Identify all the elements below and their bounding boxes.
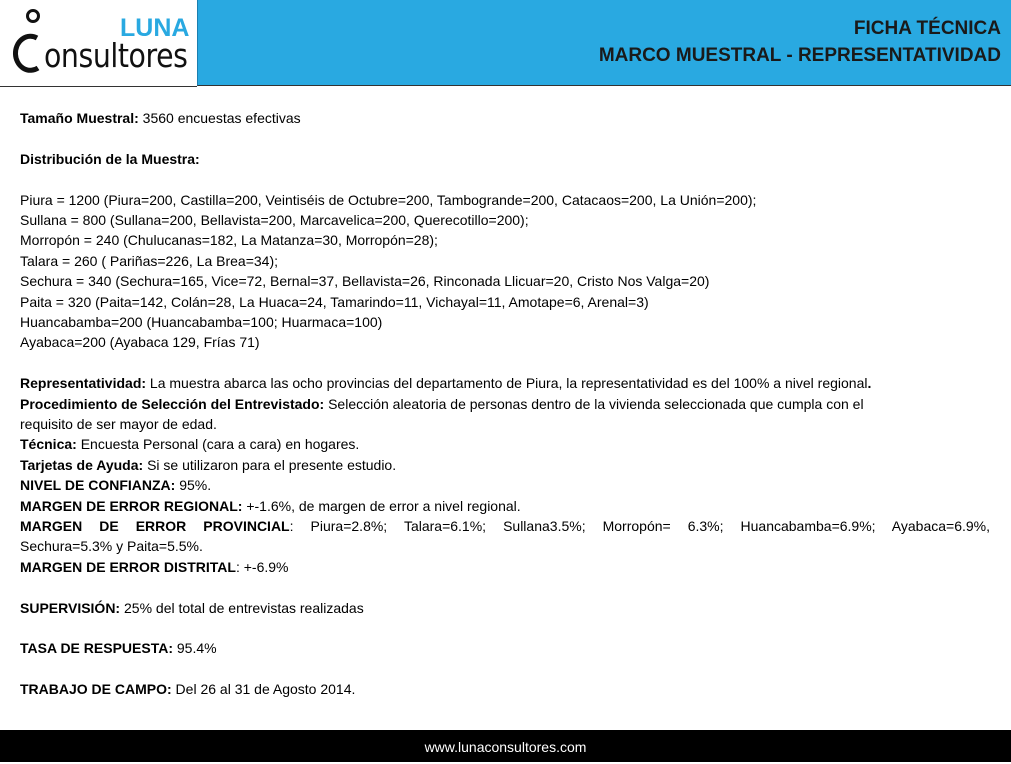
representativity-label: Representatividad: (20, 375, 147, 392)
distribution-line: Huancabamba=200 (Huancabamba=100; Huarmaca=100) (20, 314, 383, 331)
provincial-error-label: MARGEN DE ERROR PROVINCIAL (20, 518, 290, 535)
regional-error-label: MARGEN DE ERROR REGIONAL: (20, 497, 243, 514)
distribution-label: Distribución de la Muestra: (20, 150, 200, 167)
selection-line-cont: requisito de ser mayor de edad. (20, 416, 217, 433)
distribution-line: Paita = 320 (Paita=142, Colán=28, La Huaca=24, Tamarindo=11, Vichayal=11, Amotape=6, Arenal=3) (20, 293, 649, 310)
selection-label: Procedimiento de Selección del Entrevistado: (20, 395, 325, 412)
footer-website-link[interactable]: www.lunaconsultores.com (424, 739, 587, 755)
company-logo (0, 0, 197, 87)
logo-consultores-text: onsultores (44, 36, 188, 75)
distribution-line: Sullana = 800 (Sullana=200, Bellavista=200, Marcavelica=200, Querecotillo=200); (20, 212, 529, 228)
supervision-value: 25% del total de entrevistas realizadas (120, 599, 364, 616)
response-rate-label: TASA DE RESPUESTA: (20, 640, 173, 657)
sample-size-label: Tamaño Muestral: (20, 110, 139, 126)
logo-c-icon (6, 8, 46, 74)
title-banner (197, 0, 1011, 86)
distribution-line: Piura = 1200 (Piura=200, Castilla=200, Veintiséis de Octubre=200, Tambogrande=200, Catacaos=200, La Unión=200); (20, 191, 757, 208)
sample-size-line (20, 108, 990, 128)
representativity-end: . (867, 375, 872, 392)
response-rate-line (20, 638, 990, 658)
distribution-line: Ayabaca=200 (Ayabaca 129, Frías 71) (20, 334, 260, 351)
representativity-line (20, 373, 990, 393)
help-cards-line (20, 455, 990, 475)
response-rate-value: 95.4% (172, 640, 217, 657)
fieldwork-value: Del 26 al 31 de Agosto 2014. (171, 681, 356, 698)
fieldwork-label: TRABAJO DE CAMPO: (20, 681, 172, 698)
confidence-line (20, 475, 990, 495)
footer (0, 730, 1011, 762)
confidence-value: 95%. (175, 477, 212, 494)
representativity-value: La muestra abarca las ocho provincias del departamento de Piura, la representatividad es del 100% a nivel regional (146, 375, 868, 392)
selection-value: Selección aleatoria de personas dentro de la vivienda seleccionada que cumpla con el (324, 395, 864, 412)
sample-size-value: 3560 encuestas efectivas (138, 110, 301, 126)
district-error-value: : +-6.9% (235, 558, 289, 575)
help-cards-value: Si se utilizaron para el presente estudio. (143, 456, 397, 473)
header (0, 0, 1011, 87)
provincial-error-value: : Piura=2.8%; Talara=6.1%; Sullana3.5%; Morropón= 6.3%; Huancabamba=6.9%; Ayabaca=6.9%, (289, 518, 991, 535)
page-title: FICHA TÉCNICA (853, 18, 1001, 39)
district-error-line (20, 557, 990, 577)
selection-line (20, 394, 990, 414)
technique-value: Encuesta Personal (cara a cara) en hogares. (76, 436, 360, 453)
fieldwork-line (20, 679, 990, 699)
supervision-label: SUPERVISIÓN: (20, 599, 121, 616)
technique-line (20, 434, 990, 454)
provincial-error-line-cont: Sechura=5.3% y Paita=5.5%. (20, 538, 203, 555)
help-cards-label: Tarjetas de Ayuda: (20, 456, 144, 473)
supervision-line (20, 598, 990, 618)
logo-luna-text: LUNA (120, 14, 190, 42)
confidence-label: NIVEL DE CONFIANZA: (20, 477, 176, 494)
distribution-line: Morropón = 240 (Chulucanas=182, La Matanza=30, Morropón=28); (20, 232, 438, 249)
technique-label: Técnica: (20, 436, 77, 453)
distribution-line: Sechura = 340 (Sechura=165, Vice=72, Bernal=37, Bellavista=26, Rinconada Llicuar=20, Cristo Nos Valga=20) (20, 273, 710, 290)
regional-error-line (20, 496, 990, 516)
distribution-heading (20, 149, 990, 169)
district-error-label: MARGEN DE ERROR DISTRITAL (20, 558, 236, 575)
technical-sheet-body (20, 108, 990, 700)
page-subtitle: MARCO MUESTRAL - REPRESENTATIVIDAD (598, 45, 1001, 66)
regional-error-value: +-1.6%, de margen de error a nivel regional. (242, 497, 521, 514)
provincial-error-line (20, 516, 990, 536)
distribution-line: Talara = 260 ( Pariñas=226, La Brea=34); (20, 252, 279, 269)
